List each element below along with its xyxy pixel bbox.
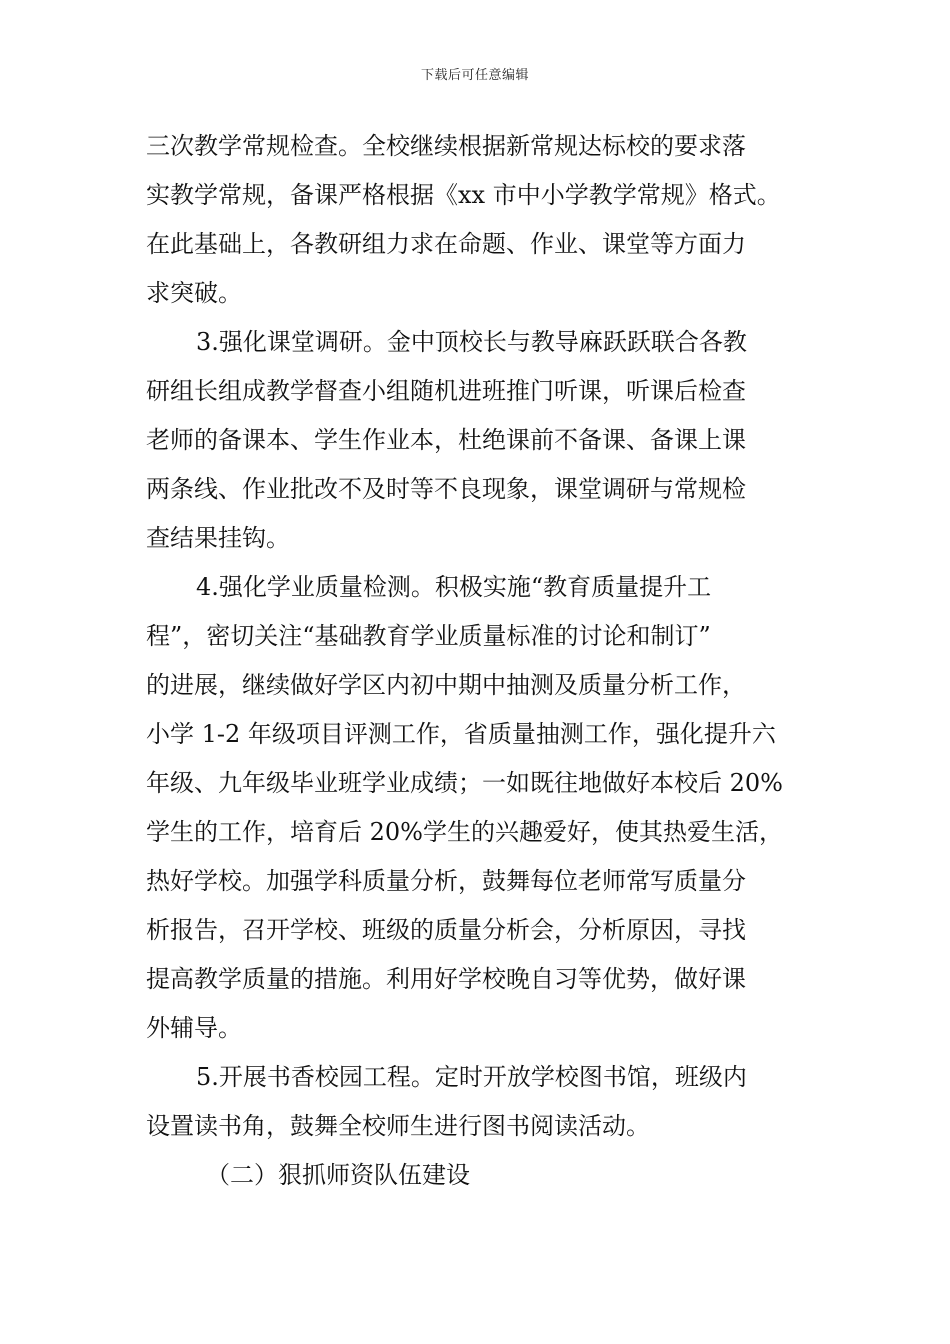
text-line: 的进展，继续做好学区内初中期中抽测及质量分析工作，: [146, 671, 746, 699]
paragraph-3: [146, 563, 836, 1053]
document-body: [146, 122, 836, 1200]
text-line: 两条线、作业批改不及时等不良现象，课堂调研与常规检: [146, 475, 746, 503]
text-line: 三次教学常规检查。全校继续根据新常规达标校的要求落: [146, 132, 746, 160]
text-line: 提高教学质量的措施。利用好学校晚自习等优势，做好课: [146, 965, 746, 993]
text-line: 热好学校。加强学科质量分析，鼓舞每位老师常写质量分: [146, 867, 746, 895]
text-line: 设置读书角，鼓舞全校师生进行图书阅读活动。: [146, 1112, 650, 1140]
text-line: 实教学常规，备课严格根据《xx 市中小学教学常规》格式。: [146, 181, 781, 209]
text-line: 在此基础上，各教研组力求在命题、作业、课堂等方面力: [146, 230, 746, 258]
section-heading-text: （二）狠抓师资队伍建设: [206, 1161, 470, 1189]
text-line: 老师的备课本、学生作业本，杜绝课前不备课、备课上课: [146, 426, 746, 454]
text-line: 查结果挂钩。: [146, 524, 290, 552]
paragraph-1: [146, 122, 836, 318]
text-line: 小学 1-2 年级项目评测工作，省质量抽测工作，强化提升六: [146, 720, 776, 748]
paragraph-4: [146, 1053, 836, 1151]
page-header-note: 下载后可任意编辑: [420, 68, 529, 83]
text-line: 3.强化课堂调研。金中顶校长与教导麻跃跃联合各教: [196, 328, 747, 356]
text-line: 年级、九年级毕业班学业成绩；一如既往地做好本校后 20%: [146, 769, 783, 797]
text-line: 外辅导。: [146, 1014, 242, 1042]
section-heading: [146, 1151, 836, 1200]
text-line: 析报告，召开学校、班级的质量分析会，分析原因，寻找: [146, 916, 746, 944]
text-line: 求突破。: [146, 279, 242, 307]
text-line: 5.开展书香校园工程。定时开放学校图书馆，班级内: [196, 1063, 747, 1091]
text-line: 学生的工作，培育后 20%学生的兴趣爱好，使其热爱生活，: [146, 818, 783, 846]
text-line: 研组长组成教学督查小组随机进班推门听课，听课后检查: [146, 377, 746, 405]
text-line: 程”，密切关注“基础教育学业质量标准的讨论和制订”: [146, 622, 711, 650]
text-line: 4.强化学业质量检测。积极实施“教育质量提升工: [196, 573, 712, 601]
paragraph-2: [146, 318, 836, 563]
